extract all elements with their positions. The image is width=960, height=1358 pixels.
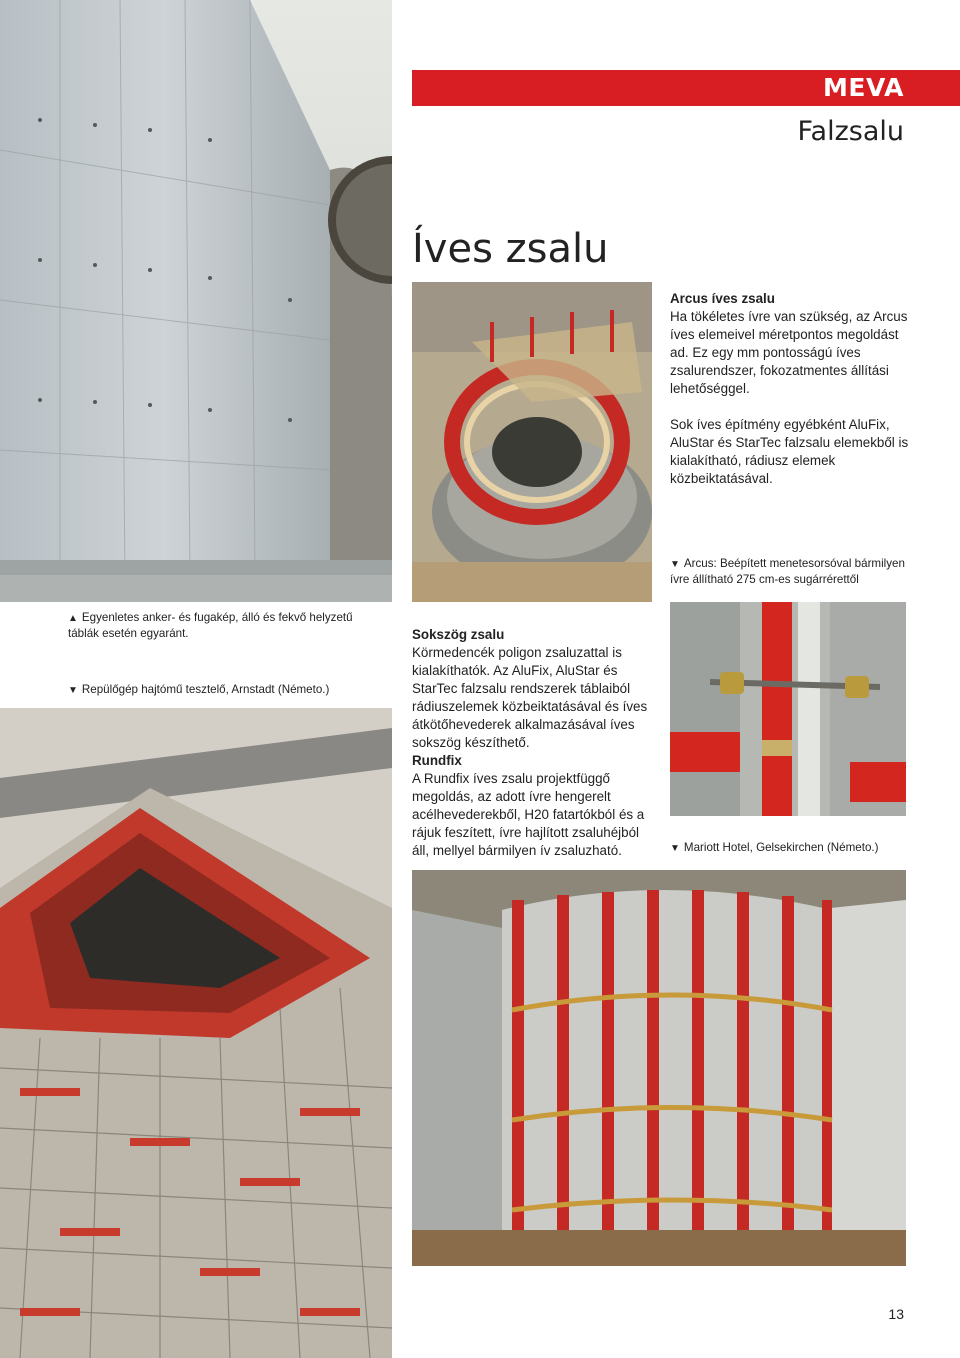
triangle-down-icon: ▼ [670, 843, 680, 854]
rundfix-heading: Rundfix [412, 753, 462, 768]
triangle-down-icon: ▼ [68, 685, 78, 696]
brand-logo: MEVA [823, 73, 904, 102]
arcus-text-2: Sok íves építmény egyébként AluFix, AluStar és StarTec falzsalu elemekből is kialakítható, rádiusz elemek közbeiktatásával. [670, 417, 909, 486]
caption-wall: ▲ Egyenletes anker- és fugakép, álló és fekvő helyzetű táblák esetén egyaránt. [68, 611, 353, 640]
caption-engine: ▼ Repülőgép hajtómű tesztelő, Arnstadt (Németo.) [68, 683, 330, 696]
sokszog-text: Körmedencék poligon zsaluzattal is kialakíthatók. Az AluFix, AluStar és StarTec falzsalu rendszerek táblaiból rádiuszelemek közbeiktatásával és íves átkötőhevederek alkalmazásával íves sokszög készíthető. [412, 645, 648, 750]
section-title: Falzsalu [797, 116, 904, 147]
page-title: Íves zsalu [412, 226, 609, 272]
triangle-up-icon: ▲ [68, 613, 78, 624]
triangle-down-icon: ▼ [670, 559, 680, 570]
polygon-section [412, 626, 654, 860]
rundfix-text: A Rundfix íves zsalu projektfüggő megoldás, az adott ívre hengerelt acélhevederekből, H20 fatartókból és a rájuk feszített, ívre hajlított zsaluhéjból áll, mellyel bármilyen ív zsaluzható. [412, 771, 645, 858]
photo-concrete-wall [0, 0, 392, 602]
photo-engine-test-pit [0, 708, 392, 1358]
caption-mariott: ▼ Mariott Hotel, Gelsekirchen (Németo.) [670, 841, 879, 854]
arcus-heading: Arcus íves zsalu [670, 291, 775, 306]
photo-arcus-formwork [412, 282, 652, 602]
photo-formwork-clamps [670, 602, 906, 816]
photo-rundfix-formwork [412, 870, 906, 1266]
arcus-text: Ha tökéletes ívre van szükség, az Arcus íves elemeivel méretpontos megoldást ad. Ez egy mm pontosságú íves zsalurendszer, fokozatmentes állítási lehetőséggel. [670, 309, 908, 396]
page-number: 13 [888, 1306, 904, 1322]
brand-bar [412, 70, 960, 106]
caption-arcus: ▼ Arcus: Beépített menetesorsóval bármilyen ívre állítható 275 cm-es sugárrérettől [670, 557, 905, 586]
sokszog-heading: Sokszög zsalu [412, 627, 505, 642]
arcus-section [670, 290, 910, 488]
